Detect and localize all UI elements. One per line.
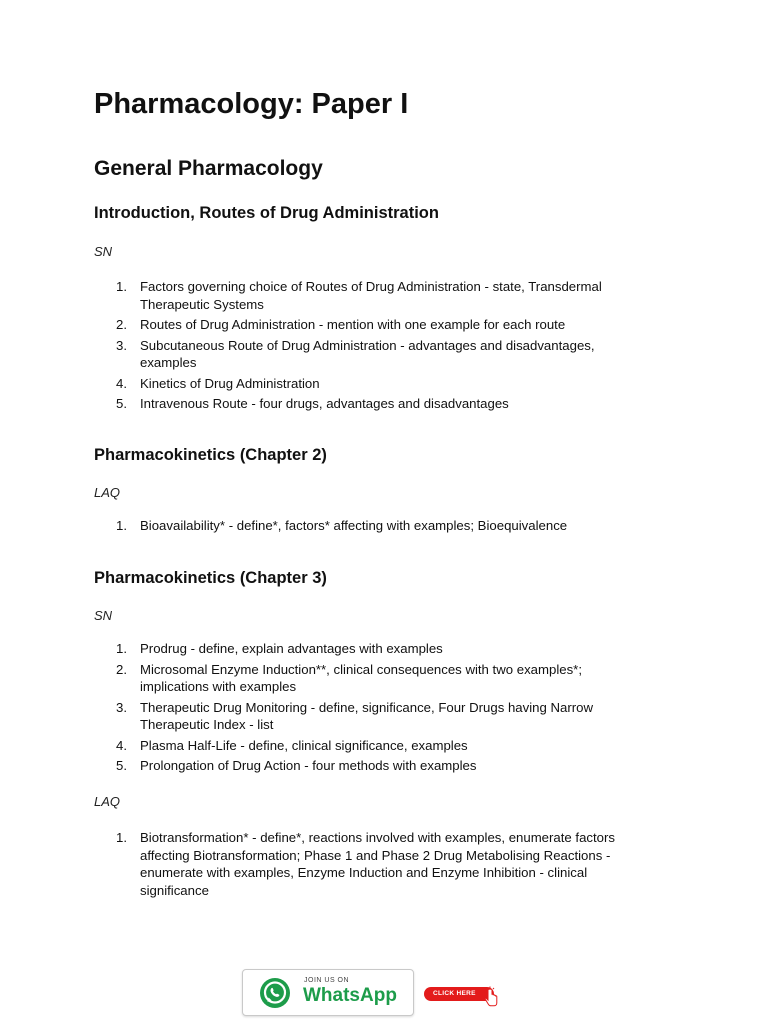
click-here-button[interactable]: CLICK HERE — [424, 987, 494, 1001]
pointer-cursor-icon — [480, 985, 500, 1007]
page-title: Pharmacology: Paper I — [94, 88, 409, 120]
whatsapp-icon — [259, 977, 291, 1009]
question-type-label: LAQ — [94, 794, 121, 809]
list-item: 1. Prodrug - define, explain advantages with examples — [116, 641, 443, 656]
list-item: 4. Kinetics of Drug Administration — [116, 375, 320, 391]
question-list — [94, 517, 654, 538]
whatsapp-join-banner[interactable] — [242, 969, 414, 1016]
question-type-label: LAQ — [94, 485, 121, 500]
list-item: 2. Microsomal Enzyme Induction**, clinical consequences with two examples*; implications with examples — [116, 661, 582, 694]
list-item: 2. Routes of Drug Administration - mention with one example for each route — [116, 317, 566, 332]
subsection-heading: Introduction, Routes of Drug Administration — [94, 204, 439, 222]
list-item: 3. Therapeutic Drug Monitoring - define, significance, Four Drugs having Narrow Therapeutic Index - list — [116, 699, 593, 732]
list-item: 1. Biotransformation* - define*, reactions involved with examples, enumerate factors affecting Biotransformation; Phase 1 and Phase 2 Drug Metabolising Reactions - enumerate with examples, Enzyme Induction and Enzyme Inhibition - clinical significance — [116, 830, 615, 898]
subsection-heading: Pharmacokinetics (Chapter 3) — [94, 569, 327, 587]
subsection-heading: Pharmacokinetics (Chapter 2) — [94, 446, 327, 464]
list-item: 5. Prolongation of Drug Action - four methods with examples — [116, 758, 477, 773]
join-us-label: JOIN US ON — [304, 977, 350, 984]
list-item: 4. Plasma Half-Life - define, clinical significance, examples — [116, 737, 468, 753]
list-item: 1. Bioavailability* - define*, factors* affecting with examples; Bioequivalence — [116, 518, 568, 533]
list-item: 3. Subcutaneous Route of Drug Administration - advantages and disadvantages, examples — [116, 337, 595, 370]
question-list — [94, 278, 654, 416]
question-type-label: SN — [94, 244, 113, 259]
whatsapp-brand-label: WhatsApp — [303, 985, 397, 1006]
list-item: 1. Factors governing choice of Routes of Drug Administration - state, Transdermal Therapeutic Systems — [116, 279, 602, 312]
question-type-label: SN — [94, 608, 113, 623]
question-list — [94, 640, 654, 778]
list-item: 5. Intravenous Route - four drugs, advantages and disadvantages — [116, 396, 509, 411]
section-heading: General Pharmacology — [94, 157, 323, 180]
question-list — [94, 829, 654, 902]
